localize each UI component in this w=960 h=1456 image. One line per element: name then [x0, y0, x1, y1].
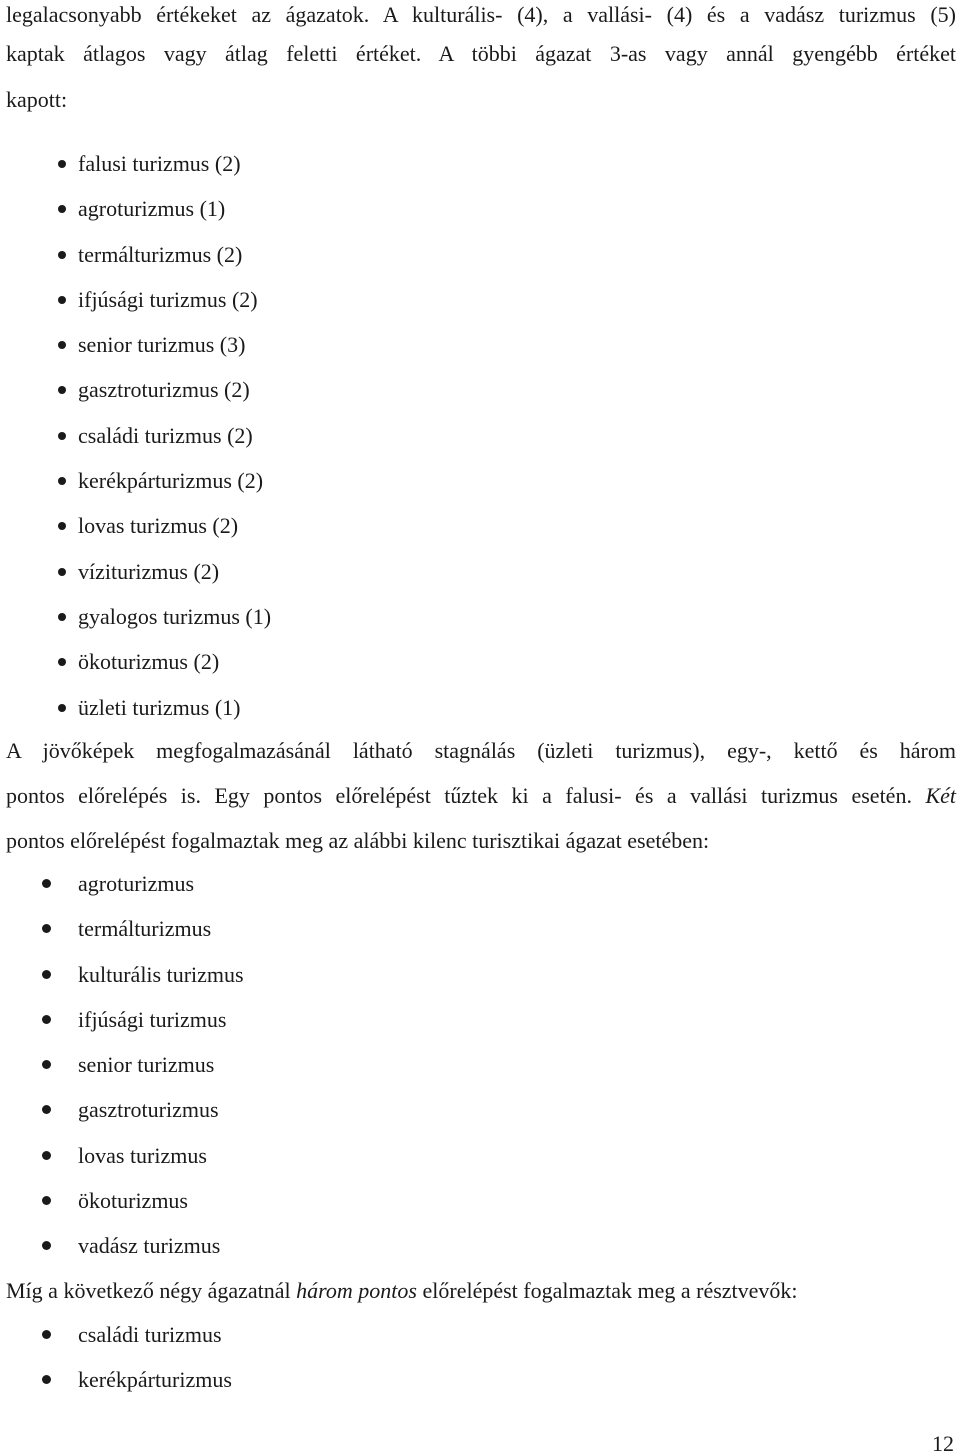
- list-item: [0, 1042, 244, 1087]
- two-point-list: [0, 861, 244, 1269]
- list-item-text: lovas turizmus: [78, 1142, 207, 1168]
- three-point-intro: [6, 1268, 956, 1314]
- bullet-icon: [42, 924, 51, 933]
- bullet-icon: [58, 522, 66, 530]
- vision-line-1-text: A jövőképek megfogalmazásánál látható stagnálás (üzleti turizmus), egy-, kettő és három: [6, 738, 956, 763]
- list-item: [0, 277, 271, 322]
- list-item: [0, 413, 271, 458]
- list-item-text: ökoturizmus (2): [78, 649, 220, 675]
- list-item: [0, 906, 244, 951]
- three-point-list: [0, 1312, 232, 1403]
- vision-line-2-text: pontos előrelépés is. Egy pontos előrelépést tűztek ki a falusi- és a vallási turizmus esetén.: [6, 783, 912, 808]
- list-item-text: üzleti turizmus (1): [78, 694, 241, 720]
- intro-line-3-text: kapott:: [6, 87, 68, 112]
- list-item: [0, 1223, 244, 1268]
- three-point-italic: három pontos: [296, 1278, 417, 1303]
- three-point-before: Míg a következő négy ágazatnál: [6, 1278, 291, 1303]
- bullet-icon: [42, 1105, 51, 1114]
- list-item: [0, 861, 244, 906]
- intro-line-2: [6, 31, 956, 77]
- list-item: [0, 1312, 232, 1357]
- list-item: [0, 639, 271, 684]
- list-item: [0, 1133, 244, 1178]
- vision-line-2-italic: Két: [925, 783, 956, 808]
- list-item-text: falusi turizmus (2): [78, 151, 241, 176]
- bullet-icon: [42, 1015, 51, 1024]
- list-item: [0, 594, 271, 639]
- list-item-text: gyalogos turizmus (1): [78, 603, 272, 629]
- list-item-text: családi turizmus: [78, 1322, 222, 1347]
- bullet-icon: [42, 1241, 51, 1250]
- list-item-text: agroturizmus: [78, 871, 195, 896]
- list-item: [0, 549, 271, 594]
- ratings-list: [0, 141, 271, 730]
- bullet-icon: [42, 1151, 51, 1160]
- bullet-icon: [42, 1060, 51, 1069]
- bullet-icon: [58, 251, 66, 259]
- list-item-text: ifjúsági turizmus: [78, 1006, 227, 1032]
- bullet-icon: [58, 613, 66, 621]
- list-item-text: termálturizmus (2): [78, 241, 243, 267]
- list-item: [0, 367, 271, 412]
- intro-line-3: [6, 77, 956, 123]
- intro-line-2-text: kaptak átlagos vagy átlag feletti értéket. A többi ágazat 3-as vagy annál gyengébb értéket: [6, 41, 956, 66]
- list-item: [0, 952, 244, 997]
- list-item-text: termálturizmus: [78, 916, 212, 942]
- list-item-text: agroturizmus (1): [78, 196, 226, 222]
- list-item-text: kerékpárturizmus: [78, 1367, 232, 1393]
- bullet-icon: [58, 160, 66, 168]
- list-item-text: vadász turizmus: [78, 1233, 221, 1259]
- list-item-text: gasztroturizmus: [78, 1097, 219, 1123]
- page-number: 12: [932, 1431, 954, 1456]
- list-item: [0, 997, 244, 1042]
- bullet-icon: [42, 1375, 51, 1384]
- vision-line-2: [6, 773, 956, 819]
- list-item-text: gasztroturizmus (2): [78, 377, 250, 403]
- bullet-icon: [58, 568, 66, 576]
- bullet-icon: [58, 205, 66, 213]
- list-item: [0, 1087, 244, 1132]
- list-item: [0, 685, 271, 730]
- bullet-icon: [58, 341, 66, 349]
- list-item-text: senior turizmus (3): [78, 332, 246, 358]
- list-item-text: víziturizmus (2): [78, 558, 220, 584]
- bullet-icon: [58, 296, 66, 304]
- bullet-icon: [42, 1330, 51, 1339]
- list-item-text: ökoturizmus: [78, 1188, 188, 1214]
- bullet-icon: [58, 704, 66, 712]
- list-item-text: családi turizmus (2): [78, 422, 253, 448]
- intro-line-1-text: legalacsonyabb értékeket az ágazatok. A kulturális- (4), a vallási- (4) és a vadász turizmus (5): [6, 2, 956, 27]
- bullet-icon: [58, 658, 66, 666]
- bullet-icon: [58, 386, 66, 394]
- list-item-text: lovas turizmus (2): [78, 513, 239, 539]
- bullet-icon: [42, 970, 51, 979]
- list-item: [0, 141, 271, 186]
- list-item: [0, 458, 271, 503]
- list-item-text: ifjúsági turizmus (2): [78, 286, 258, 312]
- vision-line-3-text: pontos előrelépést fogalmaztak meg az alábbi kilenc turisztikai ágazat esetében:: [6, 828, 710, 853]
- bullet-icon: [58, 477, 66, 485]
- list-item-text: kerékpárturizmus (2): [78, 468, 264, 494]
- vision-line-1: [6, 728, 956, 774]
- list-item: [0, 503, 271, 548]
- list-item: [0, 1178, 244, 1223]
- list-item-text: kulturális turizmus: [78, 961, 244, 987]
- list-item: [0, 1357, 232, 1402]
- bullet-icon: [58, 432, 66, 440]
- bullet-icon: [42, 1196, 51, 1205]
- list-item-text: senior turizmus: [78, 1052, 215, 1078]
- list-item: [0, 186, 271, 231]
- bullet-icon: [42, 879, 51, 888]
- list-item: [0, 322, 271, 367]
- vision-line-3: [6, 818, 956, 864]
- three-point-after: előrelépést fogalmaztak meg a résztvevők:: [422, 1278, 798, 1303]
- list-item: [0, 232, 271, 277]
